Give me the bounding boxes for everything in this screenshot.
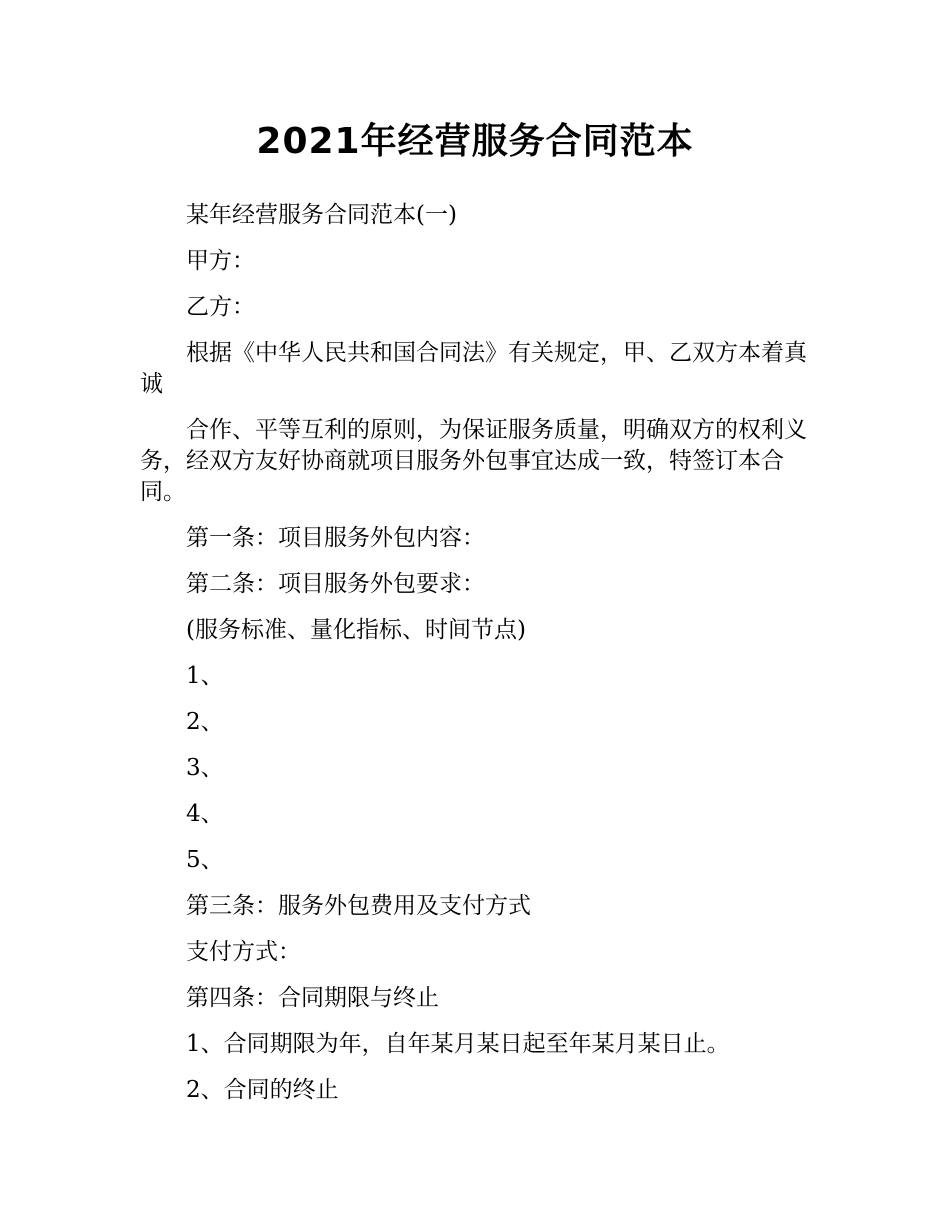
paragraph-article-4: 第四条：合同期限与终止 bbox=[186, 985, 439, 1011]
list-item: 2、 bbox=[186, 709, 224, 735]
paragraph-article-2: 第二条：项目服务外包要求： bbox=[186, 571, 485, 597]
document-title: 2021年经营服务合同范本 bbox=[256, 121, 694, 162]
paragraph-legal-basis: 根据《中华人民共和国合同法》有关规定，甲、乙双方本着真诚 bbox=[140, 340, 807, 397]
paragraph-party-b: 乙方： bbox=[186, 294, 255, 320]
paragraph-contract-termination: 2、合同的终止 bbox=[186, 1077, 339, 1103]
document-body bbox=[140, 200, 812, 1121]
paragraph-service-standards: (服务标准、量化指标、时间节点) bbox=[186, 617, 526, 643]
list-item: 5、 bbox=[186, 847, 224, 873]
paragraph-article-1: 第一条：项目服务外包内容： bbox=[186, 525, 485, 551]
paragraph-principles: 合作、平等互利的原则，为保证服务质量，明确双方的权利义务，经双方友好协商就项目服务外包事宜达成一致，特签订本合同。 bbox=[140, 417, 807, 505]
paragraph-article-3: 第三条：服务外包费用及支付方式 bbox=[186, 893, 531, 919]
paragraph-contract-term: 1、合同期限为年，自年某月某日起至年某月某日止。 bbox=[186, 1031, 730, 1057]
paragraph-payment-method: 支付方式： bbox=[186, 939, 301, 965]
list-item: 1、 bbox=[186, 663, 224, 689]
paragraph-party-a: 甲方： bbox=[186, 248, 255, 274]
list-item: 4、 bbox=[186, 801, 224, 827]
paragraph-contract-heading: 某年经营服务合同范本(一) bbox=[186, 202, 457, 228]
list-item: 3、 bbox=[186, 755, 224, 781]
